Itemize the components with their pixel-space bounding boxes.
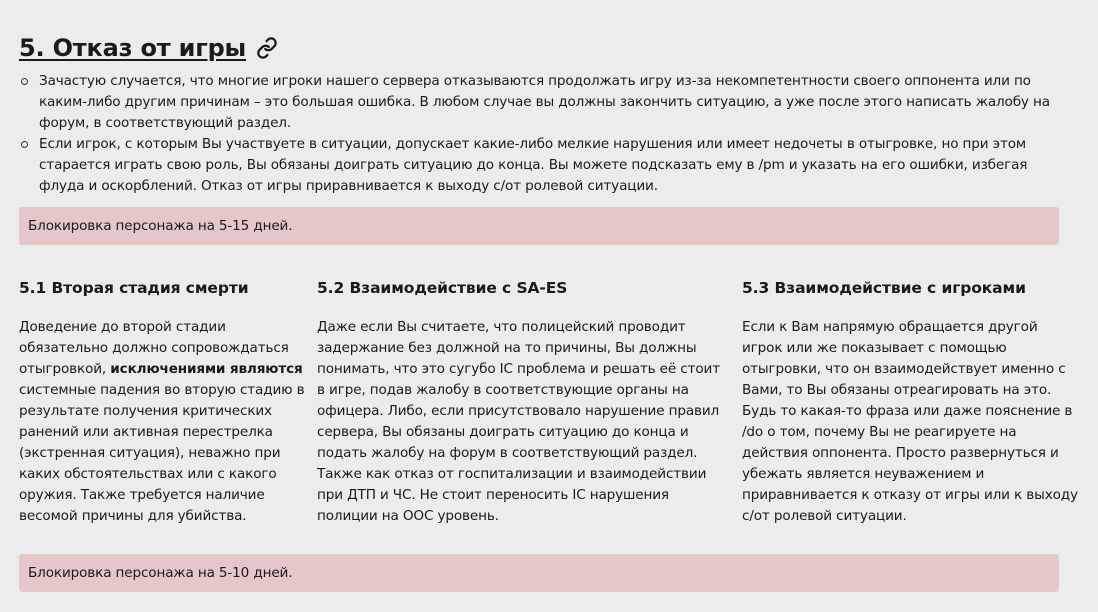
section-5	[19, 30, 1078, 545]
subsection-text	[19, 317, 317, 527]
subsection-text: Если к Вам напрямую обращается другой игрок или же показывает с помощью отыгровки, что он взаимодействует именно с Вами, то Вы обязаны отреагировать на это. Будь то какая-то фраза или даже пояснение в /do о том, почему Вы не реагируете на действия оппонента. Просто развернуться и убежать является неуважением и приравнивается к отказу от игры или к выходу с/от ролевой ситуации.	[742, 319, 1078, 524]
text-part: системные падения во вторую стадию в результате получения критических ранений или активная перестрелка (экстренная ситуация), неважно при каких обстоятельствах или с какого оружия. Также требуется наличие весомой причины для убийства.	[19, 382, 305, 524]
subsection-title: 5.3 Взаимодействие с игроками	[742, 279, 1026, 297]
rules-list	[19, 71, 1059, 197]
penalty-text: Блокировка персонажа на 5-15 дней.	[28, 218, 293, 234]
subsections	[19, 245, 1078, 545]
text-part: Доведение до второй стадии обязательно должно сопровождаться отыгровкой,	[19, 319, 289, 377]
subsection-title: 5.2 Взаимодействие с SA-ES	[317, 279, 568, 297]
subsection-text: Даже если Вы считаете, что полицейский проводит задержание без должной на то причины, Вы должны понимать, что это сугубо IC проблема и решать её стоит в игре, подав жалобу в соответствующие органы на офицера. Либо, если присутствовало нарушение правил сервера, Вы обязаны доиграть ситуацию до конца и подать жалобу на форум в соответствующий раздел. Также как отказ от госпитализации и взаимодействии при ДТП и ЧС. Не стоит переносить IC нарушения полиции на ООС уровень.	[317, 319, 720, 524]
penalty-notice	[19, 207, 1059, 245]
penalty-text: Блокировка персонажа на 5-10 дней.	[28, 565, 293, 581]
penalty-notice-bottom	[19, 554, 1059, 592]
section-title: 5. Отказ от игры	[19, 34, 247, 62]
section-title-row	[19, 30, 1059, 66]
link-icon[interactable]	[256, 37, 278, 59]
subsection-title: 5.1 Вторая стадия смерти	[19, 279, 249, 297]
text-bold-part: исключениями являются	[110, 361, 303, 377]
list-item: Если игрок, с которым Вы участвуете в ситуации, допускает какие-либо мелкие нарушения или имеет недочеты в отыгровке, но при этом старается играть свою роль, Вы обязаны доиграть ситуацию до конца. Вы можете подсказать ему в /pm и указать на его ошибки, избегая флуда и оскорблений. Отказ от игры приравнивается к выходу с/от ролевой ситуации.	[19, 134, 1059, 197]
list-item: Зачастую случается, что многие игроки нашего сервера отказываются продолжать игру из-за некомпетентности своего оппонента или по каким-либо другим причинам – это большая ошибка. В любом случае вы должны закончить ситуацию, а уже после этого написать жалобу на форум, в соответствующий раздел.	[19, 71, 1059, 134]
